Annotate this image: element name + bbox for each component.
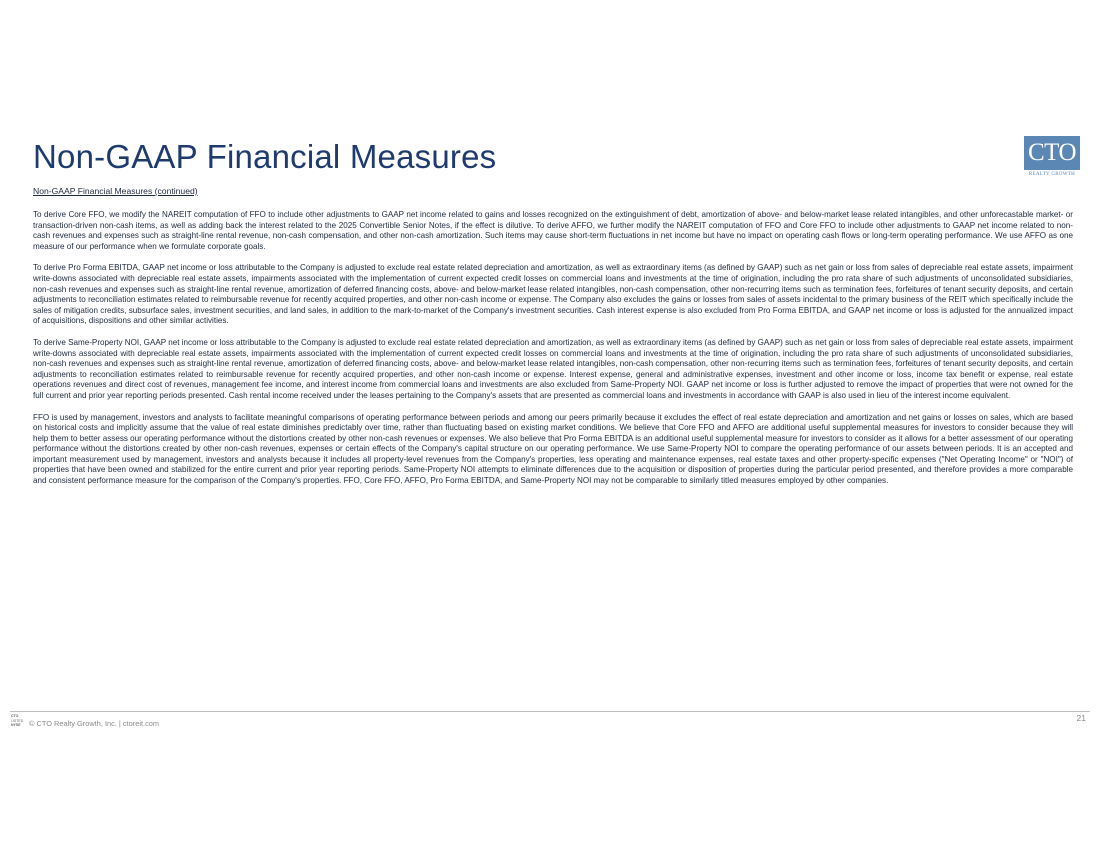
- paragraph-ffo-usage: FFO is used by management, investors and analysts to facilitate meaningful comparisons of operating performance between periods and among our peers primarily because it excludes the effect of real estate depreciation and amortization and net gains or losses on sales, which are based on historical costs and implicitly assume that the value of real estate diminishes predictably over time, rather than fluctuating based on existing market conditions. We believe that Core FFO and AFFO are additional useful supplemental measures for investors to consider because they will help them to better assess our operating performance without the distortions created by other non-cash revenues or expenses. We also believe that Pro Forma EBITDA is an additional useful supplemental measure for investors to consider as it allows for a better assessment of our operating performance without the distortions created by other non-cash revenues, expenses or certain effects of the Company's capital structure on our operating performance. We use Same-Property NOI to compare the operating performance of our assets between periods. It is an accepted and important measurement used by management, investors and analysts because it includes all property-level revenues from the Company's properties, less operating and maintenance expenses, real estate taxes and other property-specific expenses ("Net Operating Income" or "NOI") of properties that have been owned and stabilized for the entire current and prior year reporting periods. Same-Property NOI attempts to eliminate differences due to the acquisition or disposition of properties during the particular period presented, and therefore provides a more comparable and consistent performance measure for the comparison of the Company's properties. FFO, Core FFO, AFFO, Pro Forma EBITDA, and Same-Property NOI may not be comparable to similarly titled measures employed by other companies.: [33, 412, 1073, 486]
- body-text: [33, 210, 1073, 498]
- footer-copyright: © CTO Realty Growth, Inc. | ctoreit.com: [29, 719, 160, 728]
- footer-logo: [11, 714, 25, 732]
- paragraph-core-ffo: To derive Core FFO, we modify the NAREIT computation of FFO to include other adjustments to GAAP net income related to gains and losses recognized on the extinguishment of debt, amortization of above- and below-market lease related intangibles, and other unforecastable market- or transaction-driven non-cash items, as well as adding back the interest related to the 2025 Convertible Senior Notes, if the effect is dilutive. To derive AFFO, we further modify the NAREIT computation of FFO and Core FFO to include other adjustments to GAAP net income related to non-cash revenues and expenses such as straight-line rental revenue, non-cash compensation, and other non-cash amortization. Such items may cause short-term fluctuations in net income but have no impact on operating cash flows or long-term operating performance. We use AFFO as one measure of our performance when we formulate corporate goals.: [33, 210, 1073, 251]
- footer-logo-line2: LISTED: [11, 718, 24, 723]
- logo-subtext: REALTY GROWTH: [1028, 172, 1076, 177]
- logo-mark: CTO: [1024, 136, 1080, 170]
- paragraph-same-property-noi: To derive Same-Property NOI, GAAP net income or loss attributable to the Company is adjusted to exclude real estate related depreciation and amortization, as well as extraordinary items (as defined by GAAP) such as net gain or loss from sales of depreciable real estate assets, impairment write-downs associated with depreciable real estate assets, impairments associated with the implementation of current expected credit losses on commercial loans and investments at the time of origination, including the pro rata share of such adjustments of unconsolidated subsidiaries, non-cash revenues and expenses such as straight-line rental revenue, amortization of deferred financing costs, above- and below-market lease related intangibles, non-cash compensation, other non-recurring items such as termination fees, forfeitures of tenant security deposits, and certain adjustments to reconciliation estimates related to reimbursable revenue for recently acquired properties, and other non-cash income or expense. Interest expense, general and administrative expenses, investment and other income or loss, income tax benefit or expense, real estate operations revenues and direct cost of revenues, management fee income, and interest income from commercial loans and investments are also excluded from Same-Property NOI. GAAP net income or loss is further adjusted to remove the impact of properties that were not owned for the full current and prior year reporting periods presented. Cash rental income received under the leases pertaining to the Company's assets that are presented as commercial loans and investments in accordance with GAAP is also used in lieu of the interest income equivalent.: [33, 337, 1073, 400]
- paragraph-pro-forma-ebitda: To derive Pro Forma EBITDA, GAAP net income or loss attributable to the Company is adjusted to exclude real estate related depreciation and amortization, as well as extraordinary items (as defined by GAAP) such as net gain or loss from sales of depreciable real estate assets, impairment write-downs associated with depreciable real estate assets, impairments associated with the implementation of current expected credit losses on commercial loans and investments at the time of origination, including the pro rata share of such adjustments of unconsolidated subsidiaries, non-cash revenues and expenses such as straight-line rental revenue, amortization of deferred financing costs, above- and below-market lease related intangibles, non-cash compensation, other non-recurring items such as termination fees, forfeitures of tenant security deposits, and certain adjustments to reconciliation estimates related to reimbursable revenue for recently acquired properties, and other non-cash income or expense. The Company also excludes the gains or losses from sales of assets incidental to the primary business of the REIT which specifically include the sales of mitigation credits, subsurface sales, investment securities, and land sales, in addition to the mark-to-market of the Company's investment securities. Cash interest expense is also excluded from Pro Forma EBITDA, and GAAP net income or loss is adjusted for the annualized impact of acquisitions, dispositions and other similar activities.: [33, 263, 1073, 326]
- section-subtitle: Non-GAAP Financial Measures (continued): [33, 186, 198, 196]
- company-logo: [1023, 136, 1081, 180]
- footer-divider: [10, 711, 1090, 712]
- footer-logo-line1: CTO: [11, 714, 19, 718]
- page-title: Non-GAAP Financial Measures: [33, 138, 497, 175]
- footer-logo-line3: NYSE: [11, 723, 21, 727]
- page-number: 21: [1076, 713, 1086, 723]
